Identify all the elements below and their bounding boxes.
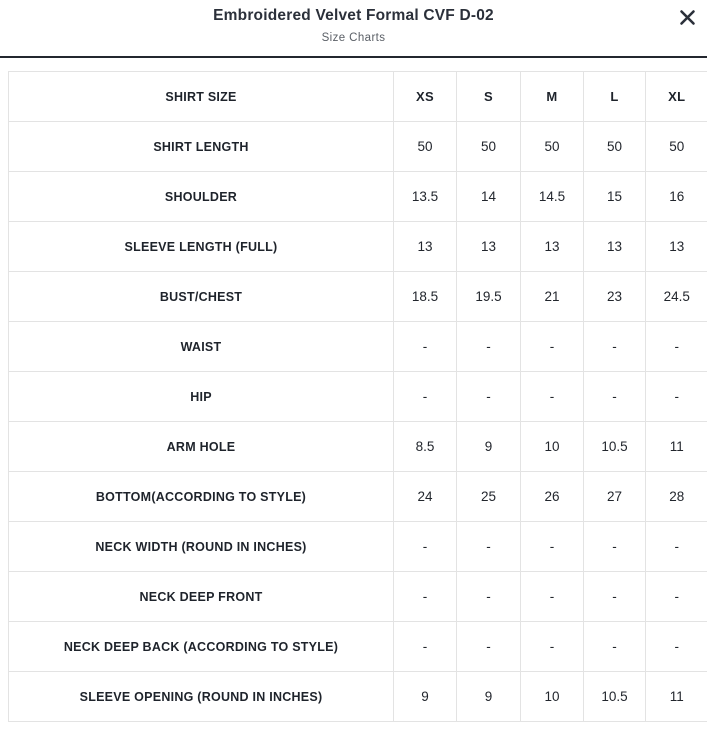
size-chart-cell: -: [394, 572, 457, 622]
size-chart-cell: 13: [646, 222, 707, 272]
modal-header: [0, 0, 707, 58]
size-chart-cell: -: [646, 522, 707, 572]
size-chart-cell: 27: [584, 472, 646, 522]
size-chart-cell: -: [646, 622, 707, 672]
size-chart-cell: 24.5: [646, 272, 707, 322]
size-chart-header-row: [9, 72, 707, 122]
size-chart-cell: -: [457, 622, 521, 672]
row-label: WAIST: [9, 322, 394, 372]
size-chart-cell: -: [394, 522, 457, 572]
size-chart-row: [9, 322, 707, 372]
close-button[interactable]: [675, 5, 699, 29]
size-chart-cell: 16: [646, 172, 707, 222]
size-chart-cell: 24: [394, 472, 457, 522]
row-label: ARM HOLE: [9, 422, 394, 472]
size-chart-cell: -: [521, 522, 584, 572]
size-chart-cell: 19.5: [457, 272, 521, 322]
modal-subtitle: Size Charts: [321, 32, 386, 44]
size-chart-row: [9, 422, 707, 472]
size-chart-cell: 26: [521, 472, 584, 522]
size-chart-cell: 9: [457, 422, 521, 472]
size-chart-cell: -: [584, 522, 646, 572]
column-header-size: XL: [646, 72, 707, 122]
size-chart-cell: 13: [584, 222, 646, 272]
size-chart-table-container: [8, 71, 707, 722]
size-chart-cell: -: [394, 372, 457, 422]
size-chart-cell: 10.5: [584, 672, 646, 722]
size-chart-row: [9, 622, 707, 672]
size-chart-cell: 50: [394, 122, 457, 172]
size-chart-row: [9, 572, 707, 622]
size-chart-cell: 14: [457, 172, 521, 222]
size-chart-cell: 13: [521, 222, 584, 272]
column-header-size: XS: [394, 72, 457, 122]
size-chart-cell: -: [584, 372, 646, 422]
size-chart-row: [9, 522, 707, 572]
size-chart-cell: -: [457, 322, 521, 372]
size-chart-cell: 18.5: [394, 272, 457, 322]
row-label: NECK DEEP BACK (ACCORDING TO STYLE): [9, 622, 394, 672]
size-chart-cell: 50: [646, 122, 707, 172]
size-chart-cell: -: [457, 522, 521, 572]
row-label: BOTTOM(ACCORDING TO STYLE): [9, 472, 394, 522]
size-chart-cell: 10: [521, 672, 584, 722]
modal-title: Embroidered Velvet Formal CVF D-02: [213, 7, 494, 24]
row-label: SLEEVE LENGTH (FULL): [9, 222, 394, 272]
size-chart-cell: -: [457, 572, 521, 622]
row-label: SHOULDER: [9, 172, 394, 222]
size-chart-cell: 11: [646, 422, 707, 472]
size-chart-row: [9, 172, 707, 222]
size-chart-table: [8, 71, 707, 722]
size-chart-cell: -: [584, 622, 646, 672]
size-chart-cell: 15: [584, 172, 646, 222]
size-chart-cell: -: [584, 572, 646, 622]
size-chart-cell: 25: [457, 472, 521, 522]
size-chart-cell: 14.5: [521, 172, 584, 222]
size-chart-row: [9, 222, 707, 272]
close-icon: [679, 9, 696, 26]
size-chart-cell: 13: [457, 222, 521, 272]
size-chart-cell: -: [394, 322, 457, 372]
row-label: HIP: [9, 372, 394, 422]
size-chart-cell: 9: [394, 672, 457, 722]
size-chart-cell: -: [646, 372, 707, 422]
column-header-size: L: [584, 72, 646, 122]
size-chart-cell: -: [521, 372, 584, 422]
column-header-size: S: [457, 72, 521, 122]
size-chart-cell: -: [646, 572, 707, 622]
size-chart-cell: -: [457, 372, 521, 422]
size-chart-row: [9, 272, 707, 322]
size-chart-cell: 13: [394, 222, 457, 272]
size-chart-cell: 11: [646, 672, 707, 722]
size-chart-cell: 21: [521, 272, 584, 322]
column-header-label: SHIRT SIZE: [9, 72, 394, 122]
row-label: NECK DEEP FRONT: [9, 572, 394, 622]
size-chart-cell: -: [584, 322, 646, 372]
size-chart-cell: 8.5: [394, 422, 457, 472]
row-label: SLEEVE OPENING (ROUND IN INCHES): [9, 672, 394, 722]
size-chart-cell: 28: [646, 472, 707, 522]
size-chart-row: [9, 122, 707, 172]
size-chart-cell: 9: [457, 672, 521, 722]
row-label: SHIRT LENGTH: [9, 122, 394, 172]
size-chart-cell: -: [521, 322, 584, 372]
size-chart-cell: 10: [521, 422, 584, 472]
size-chart-cell: 50: [521, 122, 584, 172]
size-chart-cell: -: [521, 572, 584, 622]
size-chart-cell: -: [521, 622, 584, 672]
size-chart-row: [9, 672, 707, 722]
size-chart-cell: 13.5: [394, 172, 457, 222]
size-chart-cell: -: [394, 622, 457, 672]
column-header-size: M: [521, 72, 584, 122]
row-label: NECK WIDTH (ROUND IN INCHES): [9, 522, 394, 572]
size-chart-cell: 10.5: [584, 422, 646, 472]
size-chart-cell: -: [646, 322, 707, 372]
row-label: BUST/CHEST: [9, 272, 394, 322]
size-chart-row: [9, 472, 707, 522]
size-chart-cell: 23: [584, 272, 646, 322]
size-chart-cell: 50: [584, 122, 646, 172]
size-chart-cell: 50: [457, 122, 521, 172]
size-chart-row: [9, 372, 707, 422]
